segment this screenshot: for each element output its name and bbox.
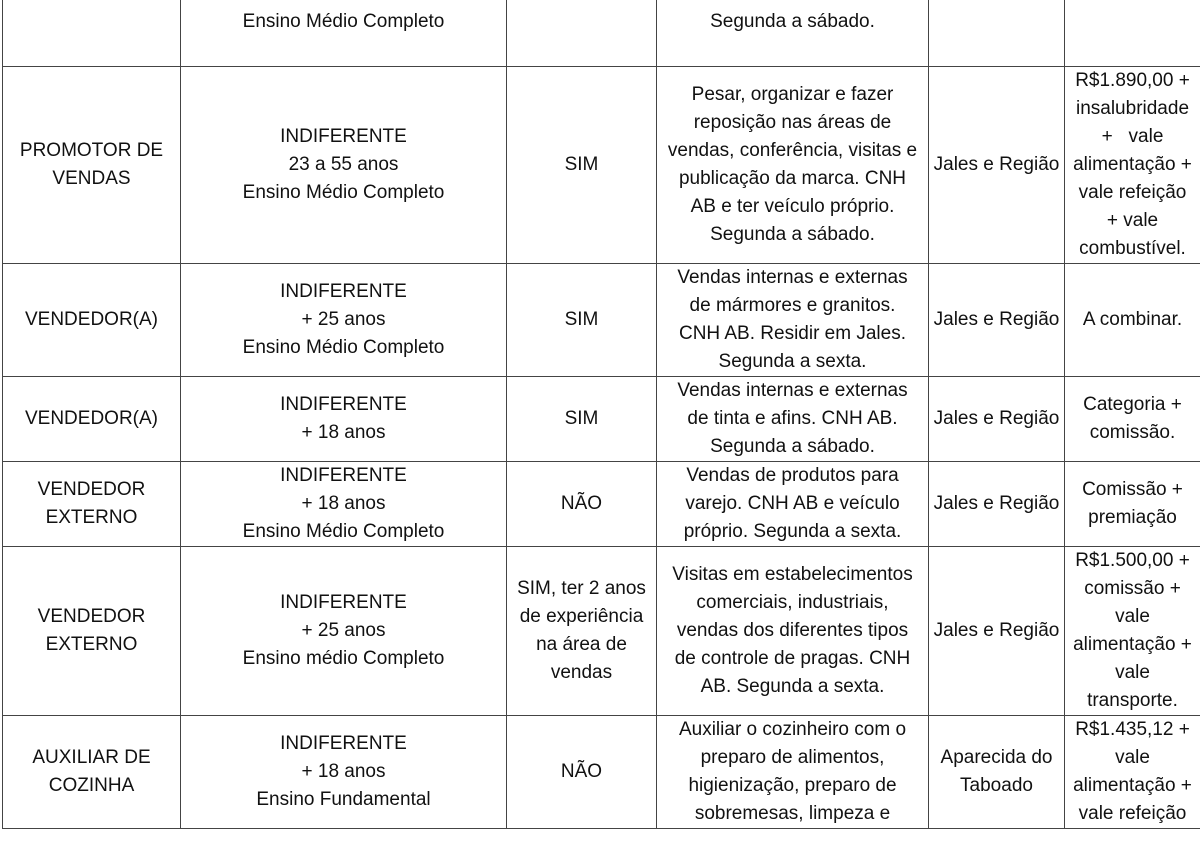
description-cell — [657, 376, 929, 461]
experience-cell — [507, 461, 657, 546]
experience-cell — [507, 376, 657, 461]
experience-cell-line: NÃO — [560, 492, 603, 514]
salary-cell — [1065, 376, 1200, 461]
salary-cell-line: premiação — [1088, 506, 1177, 528]
table-row — [3, 376, 1200, 461]
table-row — [3, 263, 1200, 376]
experience-cell-line: vendas — [550, 661, 613, 683]
description-cell — [657, 263, 929, 376]
description-cell — [657, 461, 929, 546]
profile-cell-line: + 18 anos — [301, 760, 386, 782]
location-cell-line: Taboado — [960, 774, 1033, 796]
table-row — [3, 715, 1200, 828]
job-listings-table — [2, 0, 1200, 829]
profile-cell-line: Ensino Médio Completo — [242, 336, 445, 358]
description-cell-line: Visitas em estabelecimentos — [672, 563, 913, 585]
description-cell-line: Vendas internas e externas — [677, 266, 908, 288]
profile-cell-line: INDIFERENTE — [280, 732, 407, 754]
salary-cell-line: vale — [1115, 746, 1150, 768]
salary-cell — [1065, 461, 1200, 546]
description-cell-line: AB. Segunda a sexta. — [700, 675, 885, 697]
profile-cell-line: Ensino Médio Completo — [242, 181, 445, 203]
experience-cell — [507, 715, 657, 828]
salary-cell-line: Categoria + — [1083, 393, 1182, 415]
description-cell-line: de mármores e granitos. — [689, 294, 896, 316]
salary-cell-line: + vale — [1106, 209, 1159, 231]
salary-cell — [1065, 546, 1200, 715]
experience-cell-line: SIM — [564, 153, 599, 175]
profile-cell-line: INDIFERENTE — [280, 591, 407, 613]
location-cell-line: Jales e Região — [933, 492, 1060, 514]
location-cell-line: Jales e Região — [933, 407, 1060, 429]
table-row — [3, 0, 1200, 66]
profile-cell-line: 23 a 55 anos — [288, 153, 399, 175]
profile-cell-line: Ensino Fundamental — [256, 788, 431, 810]
salary-cell — [1065, 66, 1200, 263]
experience-cell-line: de experiência — [519, 605, 644, 627]
job-title-cell — [3, 66, 181, 263]
experience-cell-line: na área de — [536, 633, 627, 655]
description-cell — [657, 715, 929, 828]
location-cell — [929, 263, 1065, 376]
description-cell — [657, 66, 929, 263]
profile-cell-line: + 18 anos — [301, 421, 386, 443]
experience-cell — [507, 263, 657, 376]
description-cell-line: vendas, conferência, visitas e — [667, 139, 918, 161]
salary-cell-line: + vale — [1101, 125, 1164, 147]
experience-cell-line: SIM — [564, 407, 599, 429]
description-cell-line: CNH AB. Residir em Jales. — [678, 322, 906, 344]
salary-cell-line: A combinar. — [1082, 308, 1183, 330]
profile-cell-line: INDIFERENTE — [280, 464, 407, 486]
description-cell-line: Vendas internas e externas — [677, 379, 908, 401]
profile-cell — [181, 263, 507, 376]
job-title-cell-line: EXTERNO — [45, 633, 138, 655]
job-title-cell-line: EXTERNO — [45, 506, 138, 528]
location-cell — [929, 715, 1065, 828]
description-cell-line: vendas dos diferentes tipos — [676, 619, 909, 641]
table-row — [3, 546, 1200, 715]
description-cell — [657, 546, 929, 715]
salary-cell-line: R$1.500,00 + — [1075, 549, 1190, 571]
profile-cell-line: Ensino médio Completo — [242, 647, 445, 669]
salary-cell — [1065, 263, 1200, 376]
description-cell-line: varejo. CNH AB e veículo — [685, 492, 900, 514]
location-cell-line: Jales e Região — [933, 308, 1060, 330]
salary-cell-line: comissão + — [1084, 577, 1181, 599]
job-title-cell — [3, 461, 181, 546]
salary-cell — [1065, 715, 1200, 828]
profile-cell-line: + 25 anos — [301, 308, 386, 330]
description-cell-line: Segunda a sexta. — [718, 350, 867, 372]
description-cell — [657, 0, 929, 66]
salary-cell — [1065, 0, 1200, 66]
experience-cell-line: NÃO — [560, 760, 603, 782]
job-listings-body — [3, 0, 1200, 828]
salary-cell-line: alimentação + — [1073, 153, 1192, 175]
table-row — [3, 66, 1200, 263]
location-cell — [929, 546, 1065, 715]
job-title-cell — [3, 546, 181, 715]
description-cell-line: de controle de pragas. CNH — [674, 647, 911, 669]
description-cell-line: higienização, preparo de — [688, 774, 897, 796]
salary-cell-line: Comissão + — [1082, 478, 1183, 500]
location-cell — [929, 66, 1065, 263]
table-row — [3, 461, 1200, 546]
description-cell-line: AB e ter veículo próprio. — [690, 195, 895, 217]
salary-cell-line: combustível. — [1079, 237, 1186, 259]
description-cell-line: Segunda a sábado. — [710, 223, 875, 245]
job-title-cell-line: VENDAS — [52, 167, 131, 189]
description-cell-line: Segunda a sábado. — [710, 435, 875, 457]
profile-cell-line: + 25 anos — [301, 619, 386, 641]
location-cell — [929, 376, 1065, 461]
salary-cell-line: vale — [1115, 661, 1150, 683]
salary-cell-line: alimentação + — [1073, 633, 1192, 655]
profile-cell — [181, 0, 507, 66]
description-cell-line: próprio. Segunda a sexta. — [683, 520, 902, 542]
job-title-cell — [3, 715, 181, 828]
salary-cell-line: vale refeição — [1078, 802, 1187, 824]
profile-cell-line: Ensino Médio Completo — [242, 520, 445, 542]
experience-cell — [507, 66, 657, 263]
location-cell-line: Jales e Região — [933, 153, 1060, 175]
location-cell — [929, 0, 1065, 66]
profile-cell — [181, 715, 507, 828]
salary-cell-line: R$1.890,00 + — [1075, 69, 1190, 91]
location-cell — [929, 461, 1065, 546]
salary-cell-line: vale — [1115, 605, 1150, 627]
job-title-cell-line: VENDEDOR — [37, 605, 146, 627]
experience-cell-line: SIM, ter 2 anos — [517, 577, 646, 599]
job-title-cell-line: VENDEDOR(A) — [24, 308, 158, 330]
description-cell-line: reposição nas áreas de — [693, 111, 892, 133]
description-cell-line: Segunda a sábado. — [710, 11, 875, 32]
profile-cell-line: INDIFERENTE — [280, 280, 407, 302]
salary-cell-line: comissão. — [1089, 421, 1176, 443]
salary-cell-line: insalubridade — [1075, 97, 1190, 119]
job-title-cell — [3, 376, 181, 461]
description-cell-line: de tinta e afins. CNH AB. — [687, 407, 898, 429]
job-title-cell-line: VENDEDOR — [37, 478, 146, 500]
salary-cell-line: R$1.435,12 + — [1075, 718, 1190, 740]
description-cell-line: Vendas de produtos para — [686, 464, 899, 486]
profile-cell-line: + 18 anos — [301, 492, 386, 514]
description-cell-line: publicação da marca. CNH — [678, 167, 907, 189]
description-cell-line: comerciais, industriais, — [696, 591, 889, 613]
profile-cell-line: INDIFERENTE — [280, 125, 407, 147]
profile-cell — [181, 461, 507, 546]
experience-cell-line: SIM — [564, 308, 599, 330]
profile-cell — [181, 546, 507, 715]
profile-cell-line: INDIFERENTE — [280, 393, 407, 415]
profile-cell-line: Ensino Médio Completo — [242, 11, 445, 32]
description-cell-line: preparo de alimentos, — [700, 746, 885, 768]
salary-cell-line: alimentação + — [1073, 774, 1192, 796]
salary-cell-line: vale refeição — [1078, 181, 1187, 203]
salary-cell-line: transporte. — [1087, 689, 1178, 711]
description-cell-line: Pesar, organizar e fazer — [691, 83, 894, 105]
job-title-cell-line: PROMOTOR DE — [19, 139, 164, 161]
job-title-cell-line: COZINHA — [48, 774, 135, 796]
profile-cell — [181, 376, 507, 461]
job-title-cell-line: VENDEDOR(A) — [24, 407, 158, 429]
experience-cell — [507, 546, 657, 715]
location-cell-line: Jales e Região — [933, 619, 1060, 641]
description-cell-line: sobremesas, limpeza e — [694, 802, 891, 824]
job-title-cell-line: AUXILIAR DE — [32, 746, 151, 768]
profile-cell — [181, 66, 507, 263]
location-cell-line: Aparecida do — [940, 746, 1053, 768]
description-cell-line: Auxiliar o cozinheiro com o — [678, 718, 907, 740]
job-title-cell — [3, 0, 181, 66]
experience-cell — [507, 0, 657, 66]
job-title-cell — [3, 263, 181, 376]
